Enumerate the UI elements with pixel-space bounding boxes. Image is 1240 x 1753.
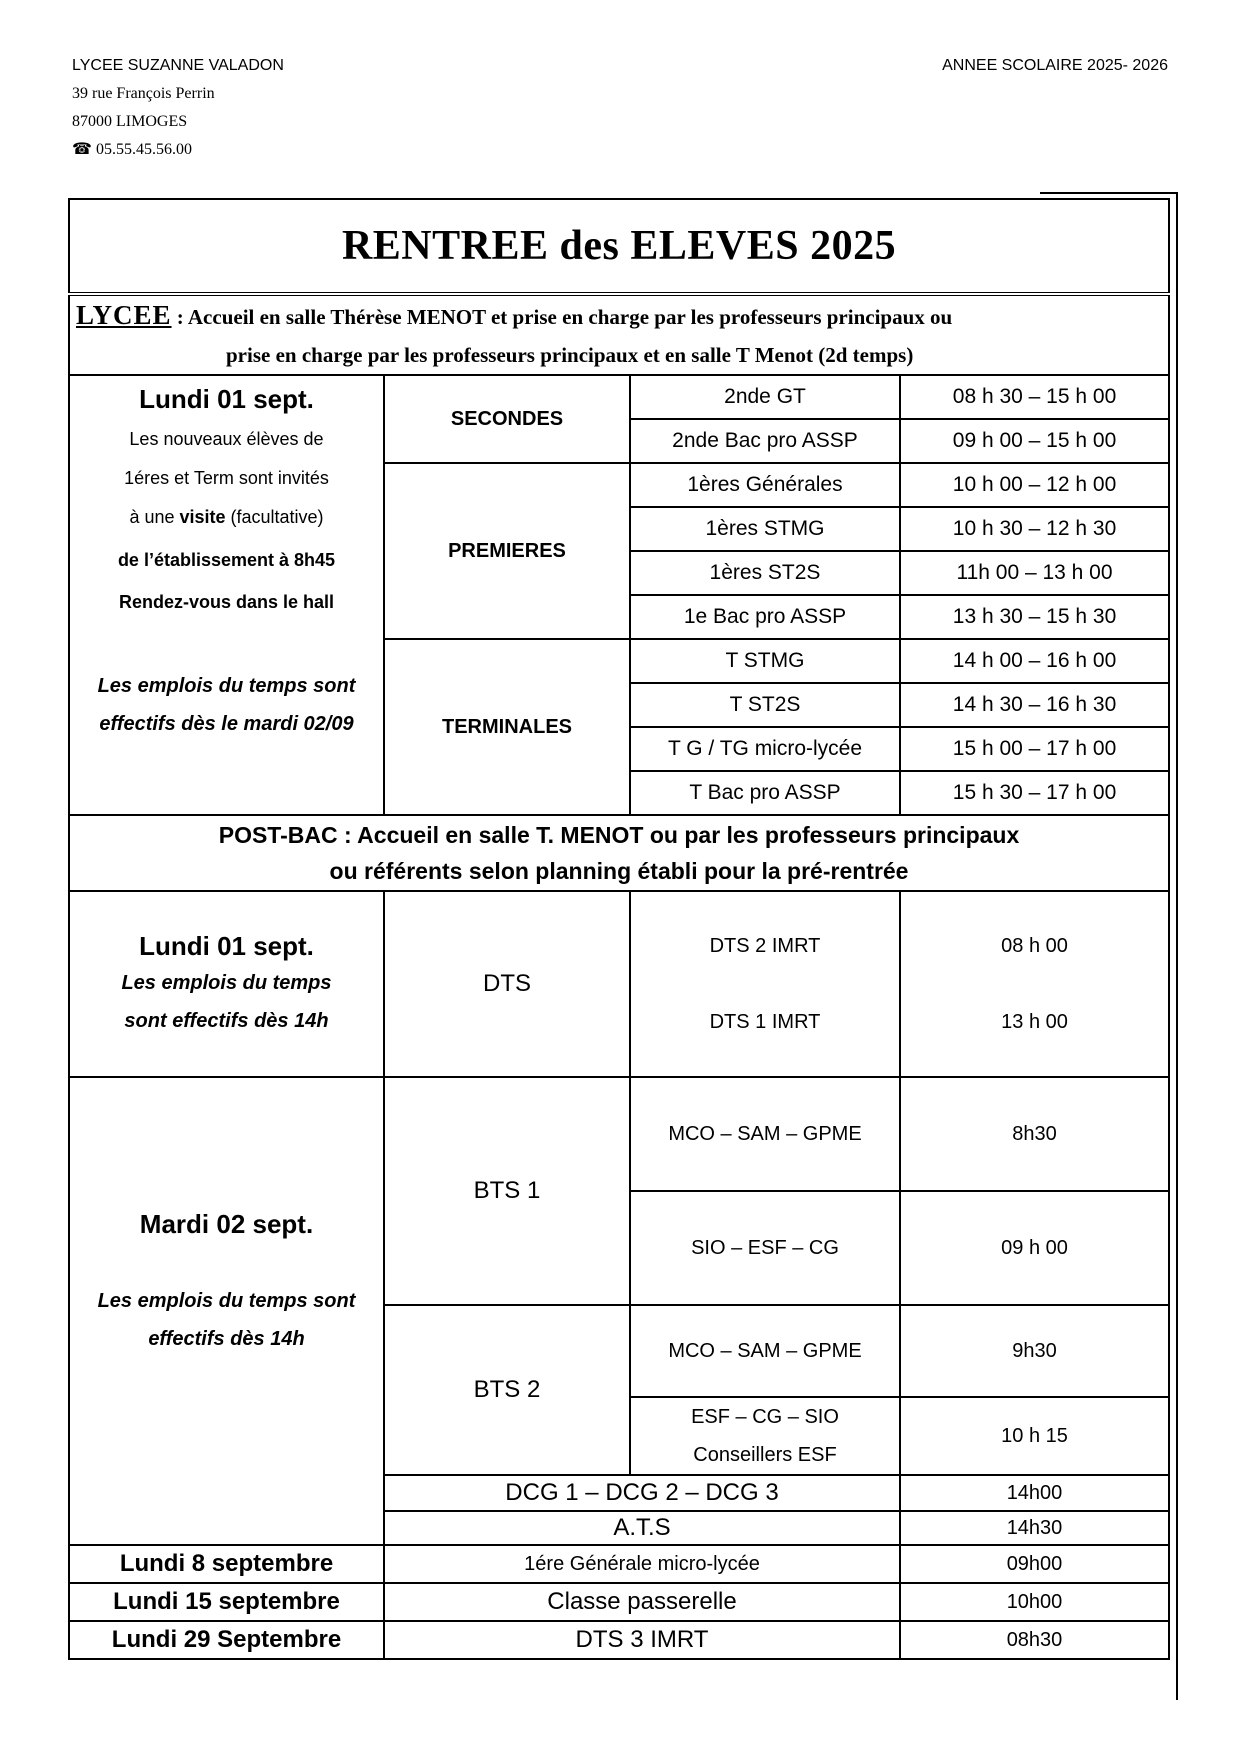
postbac-line-1: POST-BAC : Accueil en salle T. MENOT ou par les professeurs principaux: [218, 822, 1020, 848]
schedule-table: [68, 198, 1170, 1660]
frame-shadow-right: [1176, 192, 1178, 1700]
time-cell: 14h00: [900, 1475, 1169, 1511]
time-cell: 10 h 30 – 12 h 30: [900, 507, 1169, 551]
class-cell: MCO – SAM – GPME: [630, 1077, 900, 1191]
class-cell: 1ères Générales: [630, 463, 900, 507]
school-header: [72, 52, 284, 164]
class-cell-ats: A.T.S: [384, 1511, 900, 1545]
class-cell: T STMG: [630, 639, 900, 683]
lycee-note-7: effectifs dès le mardi 02/09: [99, 713, 354, 735]
later-day: Lundi 15 septembre: [69, 1583, 384, 1621]
time-cell: 13 h 00: [1001, 1011, 1068, 1033]
later-day: Lundi 8 septembre: [69, 1545, 384, 1583]
frame-shadow-top: [1040, 192, 1178, 194]
phone-icon: ☎: [72, 141, 92, 158]
group-secondes: SECONDES: [384, 375, 630, 463]
time-cell: 13 h 30 – 15 h 30: [900, 595, 1169, 639]
lycee-note-5: Rendez-vous dans le hall: [118, 592, 335, 612]
class-cell: 1ères STMG: [630, 507, 900, 551]
schedule-frame: [68, 198, 1168, 1706]
lycee-intro-line2: prise en charge par les professeurs principaux et en salle T Menot (2d temps): [226, 343, 914, 367]
time-cell: 10 h 00 – 12 h 00: [900, 463, 1169, 507]
time-cell: 10h00: [900, 1583, 1169, 1621]
class-cell: MCO – SAM – GPME: [630, 1305, 900, 1397]
postbac-line-2: ou référents selon planning établi pour la pré-rentrée: [329, 858, 909, 884]
bts-day-cell: [69, 1077, 384, 1545]
lycee-intro: [69, 294, 1169, 375]
class-cell: DTS 1 IMRT: [709, 1011, 821, 1033]
time-cell: 09h00: [900, 1545, 1169, 1583]
bts-note-2: effectifs dès 14h: [148, 1328, 305, 1350]
group-terminales: TERMINALES: [384, 639, 630, 815]
class-cell: 1ére Générale micro-lycée: [384, 1545, 900, 1583]
class-cell-dcg: DCG 1 – DCG 2 – DCG 3: [384, 1475, 900, 1511]
time-cell: 15 h 30 – 17 h 00: [900, 771, 1169, 815]
bts-note-1: Les emplois du temps sont: [97, 1290, 356, 1312]
lycee-note-2: 1éres et Term sont invités: [124, 468, 329, 488]
dts-note-2: sont effectifs dès 14h: [124, 1010, 329, 1032]
group-bts2: BTS 2: [384, 1305, 630, 1475]
phone-number: 05.55.45.56.00: [95, 141, 192, 158]
class-cell: 1e Bac pro ASSP: [630, 595, 900, 639]
school-year: ANNEE SCOLAIRE 2025- 2026: [942, 57, 1168, 74]
class-cell: T G / TG micro-lycée: [630, 727, 900, 771]
time-cell: 8h30: [900, 1077, 1169, 1191]
group-dts: DTS: [384, 891, 630, 1077]
dts-day-cell: [69, 891, 384, 1077]
bts-day: Mardi 02 sept.: [139, 1209, 314, 1239]
postbac-intro: [69, 815, 1169, 891]
class-cell: T Bac pro ASSP: [630, 771, 900, 815]
lycee-note-1: Les nouveaux élèves de: [129, 429, 324, 449]
time-cell: 08h30: [900, 1621, 1169, 1659]
later-day: Lundi 29 Septembre: [69, 1621, 384, 1659]
dts-classes: [630, 891, 900, 1077]
lycee-note-4: de l’établissement à 8h45: [117, 550, 336, 570]
address-street: 39 rue François Perrin: [72, 85, 215, 102]
school-name: LYCEE SUZANNE VALADON: [72, 57, 284, 74]
group-bts1: BTS 1: [384, 1077, 630, 1305]
phone-line: [72, 136, 284, 164]
time-cell: 10 h 15: [900, 1397, 1169, 1475]
class-cell: DTS 2 IMRT: [709, 935, 821, 957]
class-cell: 1ères ST2S: [630, 551, 900, 595]
dts-times: [900, 891, 1169, 1077]
page-title: RENTREE des ELEVES 2025: [69, 199, 1169, 294]
time-cell: 14h30: [900, 1511, 1169, 1545]
class-cell: DTS 3 IMRT: [384, 1621, 900, 1659]
class-cell: 2nde GT: [630, 375, 900, 419]
class-cell: T ST2S: [630, 683, 900, 727]
time-cell: 14 h 00 – 16 h 00: [900, 639, 1169, 683]
address-city: 87000 LIMOGES: [72, 113, 188, 130]
lycee-day: Lundi 01 sept.: [139, 384, 314, 414]
class-cell: Classe passerelle: [384, 1583, 900, 1621]
lycee-note-6: Les emplois du temps sont: [97, 675, 356, 697]
time-cell: 11h 00 – 13 h 00: [900, 551, 1169, 595]
time-cell: 09 h 00: [900, 1191, 1169, 1305]
time-cell: 9h30: [900, 1305, 1169, 1397]
time-cell: 09 h 00 – 15 h 00: [900, 419, 1169, 463]
class-cell: SIO – ESF – CG: [630, 1191, 900, 1305]
class-cell: ESF – CG – SIO Conseillers ESF: [630, 1397, 900, 1475]
time-cell: 08 h 00: [1001, 935, 1068, 957]
group-premieres: PREMIERES: [384, 463, 630, 639]
dts-note-1: Les emplois du temps: [121, 972, 332, 994]
lycee-day-cell: [69, 375, 384, 815]
lycee-intro-line1: : Accueil en salle Thérèse MENOT et prise en charge par les professeurs principaux ou: [171, 305, 953, 329]
class-cell: 2nde Bac pro ASSP: [630, 419, 900, 463]
lycee-label: LYCEE: [76, 300, 172, 330]
dts-day: Lundi 01 sept.: [139, 931, 314, 961]
time-cell: 08 h 30 – 15 h 00: [900, 375, 1169, 419]
time-cell: 14 h 30 – 16 h 30: [900, 683, 1169, 727]
lycee-note-3: à une visite (facultative): [129, 507, 324, 527]
time-cell: 15 h 00 – 17 h 00: [900, 727, 1169, 771]
